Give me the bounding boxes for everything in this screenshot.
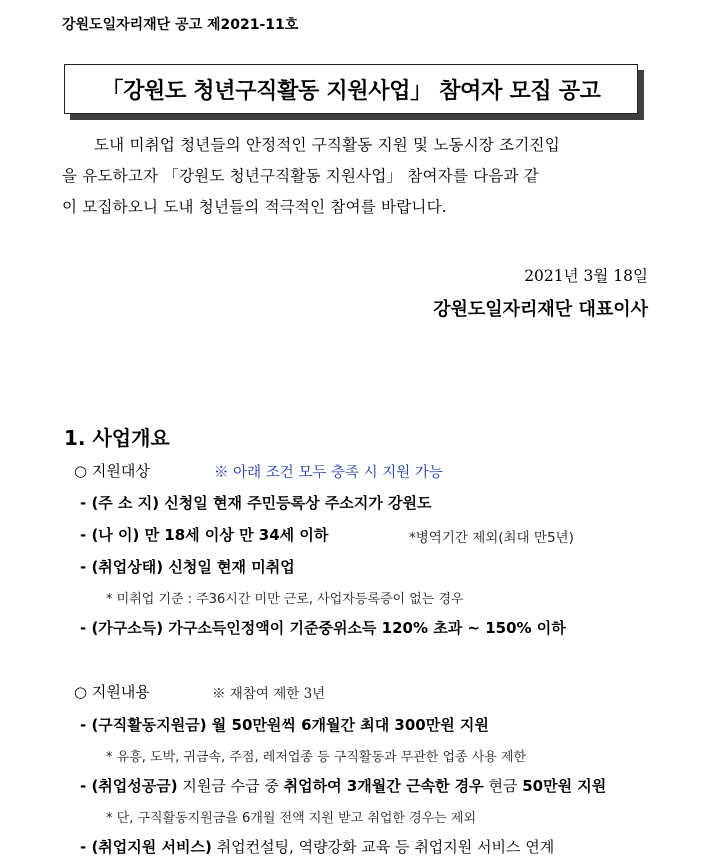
- service-item: [80, 836, 554, 857]
- employment-condition: - (취업상태) 신청일 현재 미취업: [80, 558, 295, 576]
- income-condition: - (가구소득) 가구소득인정액이 기준중위소득 120% 초과 ~ 150% 이하: [80, 619, 566, 637]
- document-title: 「강원도 청년구직활동 지원사업」 참여자 모집 공고: [101, 78, 601, 104]
- employment-note: * 미취업 기준 : 주36시간 미만 근로, 사업자등록증이 없는 경우: [106, 592, 464, 607]
- content-note: ※ 재참여 제한 3년: [212, 686, 326, 702]
- intro-line-2: 을 유도하고자 「강원도 청년구직활동 지원사업」 참여자를 다음과 같: [62, 167, 539, 185]
- announcement-date: 2021년 3월 18일: [524, 267, 648, 285]
- success-note: * 단, 구직활동지원금을 6개월 전액 지원 받고 취업한 경우는 제외: [106, 811, 477, 826]
- target-note: ※ 아래 조건 모두 충족 시 지원 가능: [214, 465, 443, 481]
- content-label: ○ 지원내용: [74, 683, 150, 701]
- intro-line-3: 이 모집하오니 도내 청년들의 적극적인 참여를 바랍니다.: [62, 198, 447, 216]
- section-heading: 1. 사업개요: [64, 426, 170, 450]
- age-condition: - (나 이) 만 18세 이상 만 34세 이하: [80, 526, 329, 544]
- notice-number: 강원도일자리재단 공고 제2021-11호: [62, 17, 299, 33]
- age-note: *병역기간 제외(최대 만5년): [409, 530, 574, 546]
- success-mid1: 지원금 수급 중: [182, 777, 279, 795]
- success-prefix: - (취업성공금): [80, 777, 178, 795]
- target-label: ○ 지원대상: [74, 462, 150, 480]
- title-box: [64, 64, 638, 114]
- allowance-note: * 유흥, 도박, 귀금속, 주점, 레저업종 등 구직활동과 무관한 업종 사용 제한: [106, 750, 527, 765]
- service-prefix: - (취업지원 서비스): [80, 838, 212, 856]
- address-condition: - (주 소 지) 신청일 현재 주민등록상 주소지가 강원도: [80, 494, 432, 512]
- success-item: [80, 775, 606, 796]
- allowance-item: - (구직활동지원금) 월 50만원씩 6개월간 최대 300만원 지원: [80, 716, 489, 734]
- signer: 강원도일자리재단 대표이사: [433, 299, 648, 320]
- service-text: 취업컨설팅, 역량강화 교육 등 취업지원 서비스 연계: [216, 838, 555, 856]
- intro-line-1: 도내 미취업 청년들의 안정적인 구직활동 지원 및 노동시장 조기진입: [94, 136, 560, 154]
- success-mid3: 현금: [488, 777, 518, 795]
- success-end: 50만원 지원: [522, 777, 607, 795]
- success-mid2: 취업하여 3개월간 근속한 경우: [283, 777, 484, 795]
